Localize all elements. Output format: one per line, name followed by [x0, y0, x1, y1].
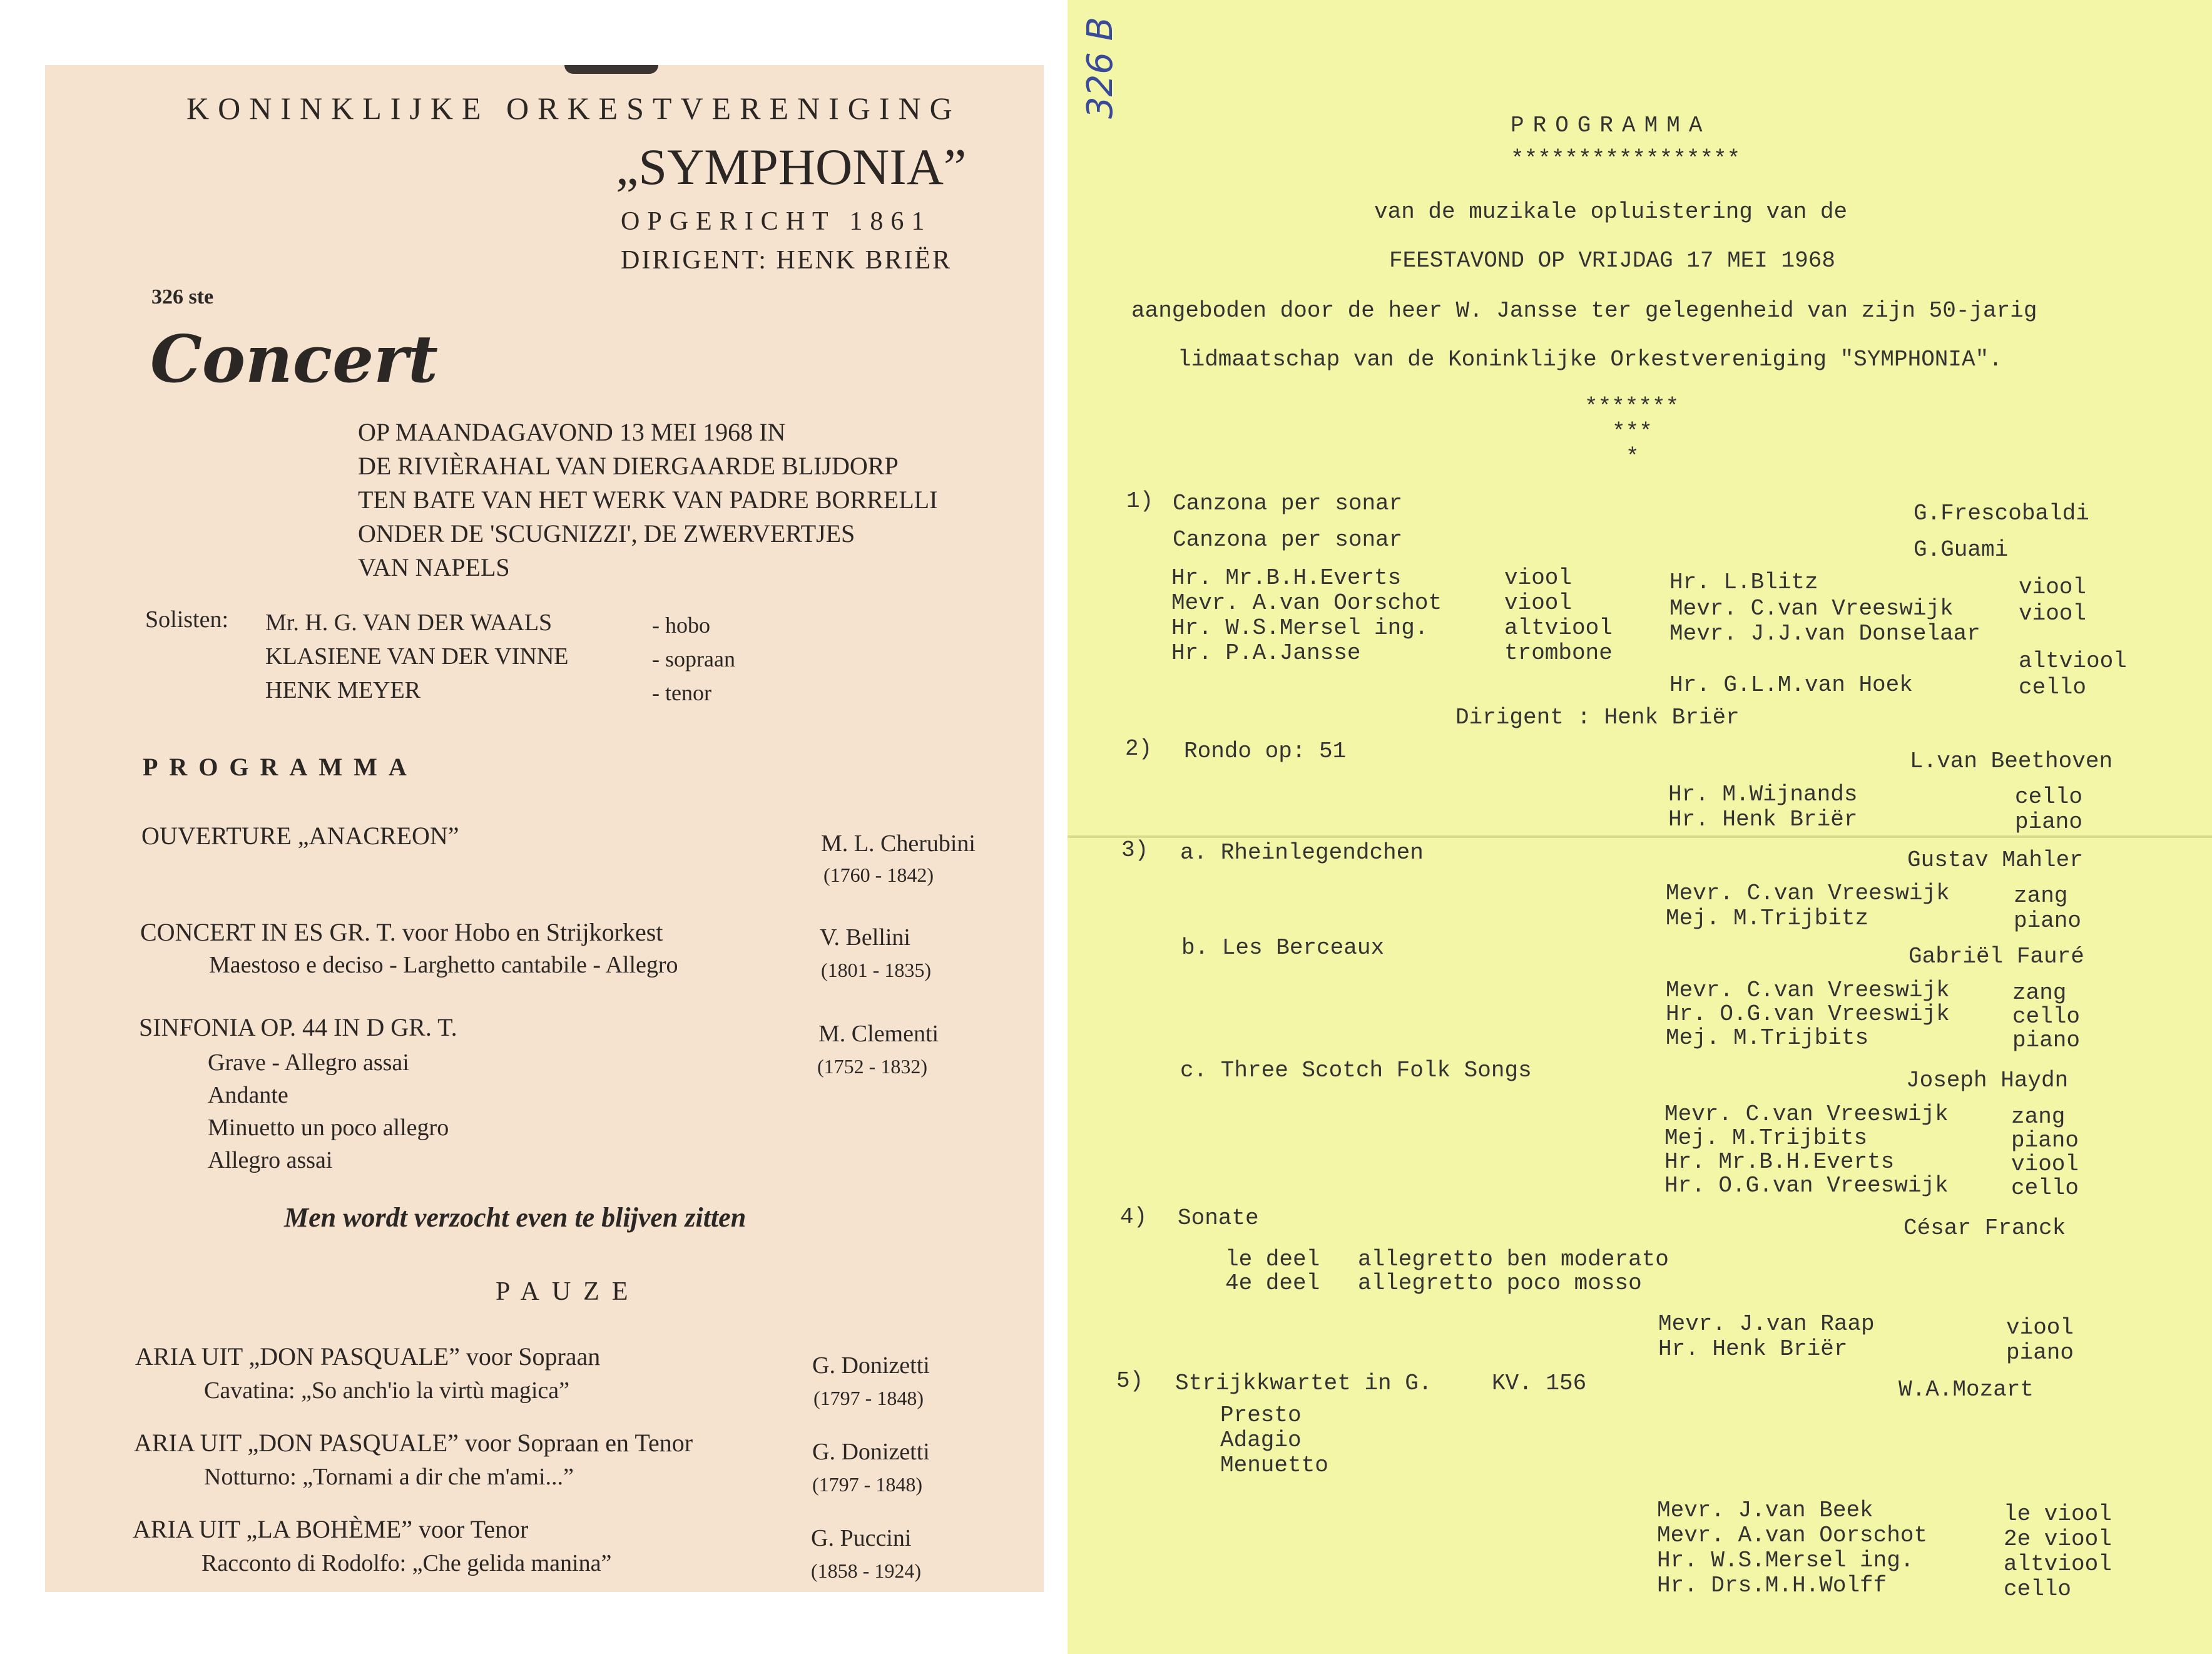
player-name: Hr. O.G.van Vreeswijk	[1666, 1001, 1950, 1027]
concert-number: 326 ste	[151, 285, 214, 309]
players-instruments	[2015, 785, 2082, 835]
player-instrument: viool	[2011, 1151, 2079, 1177]
piece-composer: G.Frescobaldi	[1914, 501, 2089, 526]
ornament-stars: *******	[1584, 394, 1679, 420]
movement-tempos	[1358, 1248, 1669, 1295]
sinfonia-movements	[208, 1046, 449, 1177]
player-instrument: viool	[1504, 565, 1572, 591]
work-subtitle: Cavatina: „So anch'io la virtù magica”	[204, 1377, 570, 1404]
work-title: ARIA UIT „LA BOHÈME” voor Tenor	[133, 1515, 529, 1543]
intro-text	[358, 416, 937, 585]
players-instruments	[2014, 884, 2081, 934]
work-composer: G. Puccini	[811, 1525, 912, 1551]
player-instrument: trombone	[1504, 640, 1613, 666]
player-instrument: cello	[2019, 675, 2087, 700]
intro-line: OP MAANDAGAVOND 13 MEI 1968 IN	[358, 418, 786, 446]
player-instrument: viool	[2006, 1315, 2074, 1340]
player-instrument: piano	[2006, 1340, 2074, 1366]
item-number: 1)	[1126, 488, 1154, 514]
player-instrument: piano	[2012, 1028, 2081, 1053]
player-name: Hr. Mr.B.H.Everts	[1171, 565, 1402, 591]
players-instruments	[2004, 1502, 2112, 1602]
player-instrument: viool	[2019, 601, 2087, 626]
concert-title: Concert	[150, 320, 439, 397]
players-names	[1664, 1103, 1949, 1198]
players-names	[1666, 881, 1950, 931]
movement-parts	[1225, 1248, 1320, 1295]
player-instrument: zang	[2012, 980, 2067, 1006]
soloist-name: KLASIENE VAN DER VINNE	[265, 643, 569, 670]
movement: Presto	[1220, 1402, 1302, 1428]
item-number: 5)	[1116, 1368, 1144, 1394]
work-years: (1858 - 1924)	[811, 1560, 921, 1582]
crown-emblem	[564, 65, 658, 74]
movement: Adagio	[1220, 1427, 1302, 1453]
work-title: SINFONIA OP. 44 IN D GR. T.	[139, 1013, 457, 1041]
player-name: Hr. O.G.van Vreeswijk	[1664, 1173, 1949, 1198]
player-name: Hr. P.A.Jansse	[1171, 640, 1361, 666]
work-years: (1797 - 1848)	[812, 1473, 922, 1496]
soloists-roles	[652, 608, 735, 710]
players-instruments	[2006, 1315, 2074, 1366]
movement: Minuetto un poco allegro	[208, 1115, 449, 1141]
player-name: Mej. M.Trijbitz	[1666, 906, 1869, 931]
piece-composer: W.A.Mozart	[1899, 1377, 2034, 1402]
player-name: Hr. Henk Briër	[1668, 807, 1858, 832]
work-composer: V. Bellini	[820, 924, 910, 951]
work-composer: G. Donizetti	[812, 1439, 930, 1465]
player-name: Hr. Henk Briër	[1658, 1336, 1848, 1362]
player-name: Mevr. J.van Beek	[1657, 1498, 1873, 1523]
player-instrument: altviool	[2019, 648, 2127, 674]
piece-title: Rondo op: 51	[1184, 738, 1347, 764]
soloist-name: HENK MEYER	[265, 677, 421, 703]
piece-composer: Gustav Mahler	[1907, 847, 2083, 873]
movement-tempo: allegretto ben moderato	[1358, 1247, 1669, 1272]
intro-line: van de muzikale opluistering van de	[1374, 199, 1848, 225]
intermission-notice: Men wordt verzocht even te blijven zitten	[284, 1202, 747, 1233]
players-instruments	[2012, 981, 2080, 1053]
typed-title: PROGRAMMA	[1511, 113, 1711, 138]
piece-composer: G.Guami	[1914, 537, 2009, 563]
piece-composer: Joseph Haydn	[1906, 1068, 2069, 1093]
piece-title: a. Rheinlegendchen	[1180, 840, 1424, 865]
players-instruments-left	[1504, 566, 1613, 666]
intro-line: DE RIVIÈRAHAL VAN DIERGAARDE BLIJDORP	[358, 452, 899, 480]
piece-title: Sonate	[1178, 1205, 1259, 1231]
player-name: Hr. L.Blitz	[1669, 569, 1818, 595]
piece-composer: César Franck	[1904, 1215, 2066, 1241]
player-name: Hr. M.Wijnands	[1668, 782, 1858, 807]
player-name: Hr. W.S.Mersel ing.	[1657, 1548, 1914, 1573]
orchestra-name: „SYMPHONIA”	[616, 138, 967, 195]
player-name: Hr. G.L.M.van Hoek	[1669, 672, 1913, 698]
concert-programme-sheet	[45, 65, 1044, 1592]
paper-fold-line	[1068, 835, 2212, 838]
piece-catalog: KV. 156	[1492, 1371, 1587, 1396]
players-names	[1657, 1498, 1927, 1598]
player-name: Mej. M.Trijbits	[1666, 1025, 1869, 1051]
item-conductor: Dirigent : Henk Briër	[1455, 705, 1740, 730]
player-instrument: 2e viool	[2004, 1526, 2112, 1552]
piece-title: Canzona per sonar	[1173, 527, 1403, 553]
soloist-role: - sopraan	[652, 646, 735, 671]
work-title: ARIA UIT „DON PASQUALE” voor Sopraan	[135, 1342, 601, 1371]
player-instrument: zang	[2014, 883, 2068, 909]
work-subtitle: Notturno: „Tornami a dir che m'ami...”	[204, 1464, 574, 1490]
movement: Andante	[208, 1082, 288, 1108]
soloists-label: Solisten:	[145, 606, 229, 633]
player-instrument: piano	[2011, 1128, 2079, 1153]
player-instrument: cello	[2004, 1576, 2072, 1602]
work-subtitle: Maestoso e deciso - Larghetto cantabile - Allegro	[209, 952, 678, 978]
intro-line: ONDER DE 'SCUGNIZZI', DE ZWERVERTJES	[358, 519, 855, 548]
player-name: Mevr. J.J.van Donselaar	[1669, 621, 1980, 646]
movement-part: le deel	[1225, 1247, 1320, 1272]
soloists-names	[265, 606, 569, 707]
piece-title: b. Les Berceaux	[1181, 935, 1385, 961]
player-instrument: cello	[2011, 1175, 2079, 1201]
player-instrument: viool	[2019, 574, 2087, 600]
work-composer: M. Clementi	[818, 1021, 939, 1047]
org-name: KONINKLIJKE ORKESTVERENIGING	[186, 91, 961, 126]
player-name: Mevr. C.van Vreeswijk	[1666, 881, 1950, 906]
ornament-stars: *	[1626, 444, 1639, 470]
title-underline-stars: *****************	[1511, 146, 1741, 172]
player-instrument: zang	[2011, 1104, 2066, 1130]
piece-title: c. Three Scotch Folk Songs	[1180, 1058, 1532, 1083]
movement: Grave - Allegro assai	[208, 1049, 409, 1076]
founded-line: OPGERICHT 1861	[621, 207, 932, 236]
work-composer: M. L. Cherubini	[821, 830, 976, 857]
player-instrument: cello	[2012, 1004, 2081, 1029]
player-name: Hr. Drs.M.H.Wolff	[1657, 1573, 1887, 1598]
work-years: (1801 - 1835)	[821, 959, 931, 981]
intro-line: aangeboden door de heer W. Jansse ter gelegenheid van zijn 50-jarig	[1131, 298, 2037, 324]
player-instrument: viool	[1504, 590, 1572, 616]
item-number: 2)	[1125, 736, 1153, 762]
soloist-name: Mr. H. G. VAN DER WAALS	[265, 610, 553, 636]
player-instrument: altviool	[2004, 1551, 2112, 1577]
work-title: CONCERT IN ES GR. T. voor Hobo en Strijkorkest	[140, 918, 663, 946]
piece-composer: L.van Beethoven	[1910, 748, 2113, 774]
work-title: OUVERTURE „ANACREON”	[141, 822, 459, 850]
player-name: Mej. M.Trijbits	[1664, 1125, 1868, 1151]
player-name: Mevr. A.van Oorschot	[1657, 1523, 1928, 1548]
player-name: Mevr. C.van Vreeswijk	[1666, 978, 1950, 1003]
intro-line: lidmaatschap van de Koninklijke Orkestvereniging "SYMPHONIA".	[1178, 347, 2002, 372]
work-years: (1752 - 1832)	[817, 1055, 927, 1078]
movement: Allegro assai	[208, 1147, 333, 1173]
player-name: Hr. Mr.B.H.Everts	[1664, 1149, 1895, 1175]
pause-heading: PAUZE	[496, 1277, 641, 1306]
work-composer: G. Donizetti	[812, 1352, 930, 1379]
programma-heading: PROGRAMMA	[143, 753, 418, 781]
piece-composer: Gabriël Fauré	[1909, 944, 2084, 969]
players-names-left	[1171, 566, 1442, 666]
piece-title: Canzona per sonar	[1173, 491, 1403, 516]
player-instrument: piano	[2015, 809, 2083, 835]
conductor-line: DIRIGENT: HENK BRIËR	[621, 246, 952, 275]
player-instrument: cello	[2015, 784, 2083, 810]
work-years: (1760 - 1842)	[823, 864, 934, 886]
players-instruments	[2011, 1105, 2079, 1200]
work-subtitle: Racconto di Rodolfo: „Che gelida manina”	[201, 1550, 612, 1576]
work-years: (1797 - 1848)	[813, 1387, 924, 1409]
intro-line: VAN NAPELS	[358, 553, 510, 581]
movement-tempo: allegretto poco mosso	[1358, 1270, 1642, 1296]
soloist-role: - tenor	[652, 680, 711, 705]
soloist-role: - hobo	[652, 613, 710, 638]
players-names	[1658, 1312, 1875, 1362]
ornament-stars: ***	[1612, 419, 1653, 445]
players-names	[1666, 979, 1950, 1050]
players-names	[1668, 782, 1857, 832]
typewritten-programme-sheet	[1068, 0, 2212, 1654]
player-instrument: le viool	[2004, 1501, 2112, 1527]
intro-line: FEESTAVOND OP VRIJDAG 17 MEI 1968	[1389, 248, 1835, 273]
player-instrument: altviool	[1504, 615, 1613, 641]
player-name: Mevr. A.van Oorschot	[1171, 590, 1442, 616]
movement: Menuetto	[1220, 1452, 1328, 1478]
piece-title: Strijkkwartet in G.	[1175, 1371, 1432, 1396]
player-name: Mevr. C.van Vreeswijk	[1669, 596, 1954, 621]
player-name: Mevr. J.van Raap	[1658, 1311, 1875, 1337]
handwritten-note: 326 B	[1080, 16, 1121, 119]
item-number: 4)	[1120, 1204, 1148, 1230]
movements	[1220, 1403, 1328, 1478]
intro-line: TEN BATE VAN HET WERK VAN PADRE BORRELLI	[358, 486, 938, 514]
movement-part: 4e deel	[1225, 1270, 1320, 1296]
work-title: ARIA UIT „DON PASQUALE” voor Sopraan en Tenor	[134, 1429, 693, 1457]
player-name: Mevr. C.van Vreeswijk	[1664, 1101, 1949, 1127]
player-instrument: piano	[2014, 908, 2082, 934]
player-name: Hr. W.S.Mersel ing.	[1171, 615, 1429, 641]
item-number: 3)	[1121, 837, 1149, 863]
